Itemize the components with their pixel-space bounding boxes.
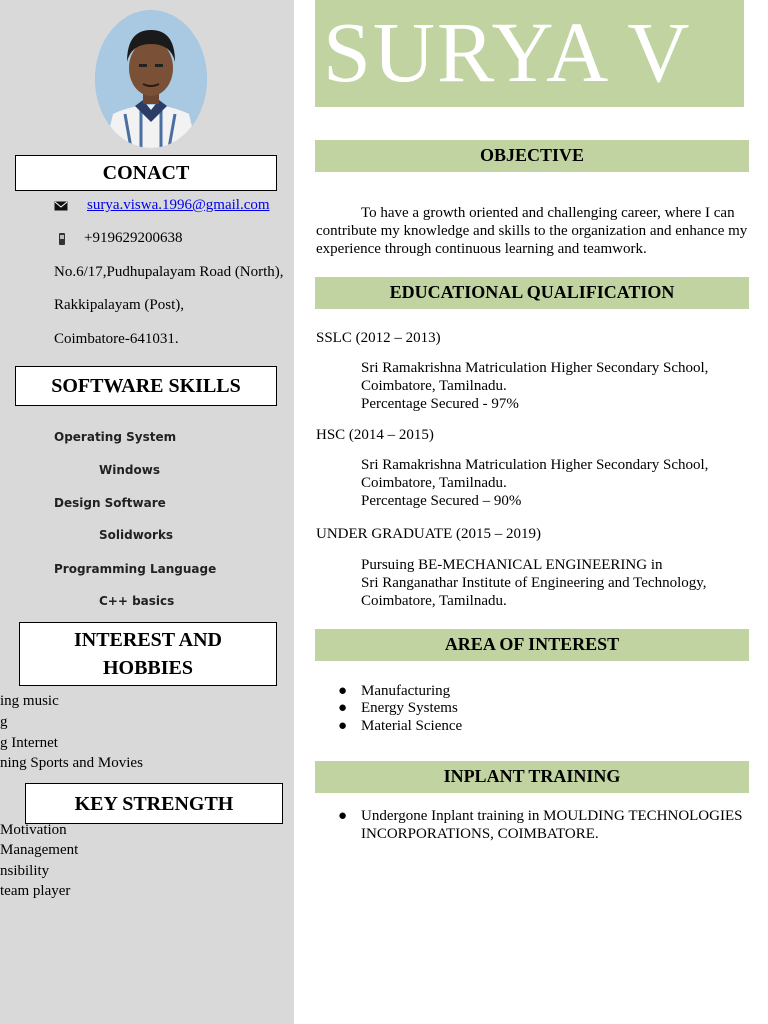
hobby-item: g: [0, 714, 8, 730]
education-title-ug: UNDER GRADUATE (2015 – 2019): [316, 526, 541, 542]
skill-category-os: Operating System: [54, 430, 177, 444]
hobby-item: ning Sports and Movies: [0, 755, 143, 771]
skill-category-programming: Programming Language: [54, 562, 217, 576]
sidebar: [0, 0, 294, 1024]
bullet-icon: ●: [338, 718, 348, 734]
education-title-sslc: SSLC (2012 – 2013): [316, 330, 441, 346]
strength-item: nsibility: [0, 863, 50, 879]
strength-item: Management: [0, 842, 79, 858]
address-line-1: No.6/17,Pudhupalayam Road (North),: [54, 264, 284, 280]
area-of-interest-heading: AREA OF INTEREST: [315, 629, 749, 661]
envelope-icon: [54, 199, 68, 217]
strength-item: Motivation: [0, 822, 67, 838]
interest-hobbies-heading: INTEREST AND HOBBIES: [19, 622, 277, 686]
address-line-3: Coimbatore-641031.: [54, 331, 179, 347]
skill-value-design: Solidworks: [99, 528, 174, 542]
education-heading: EDUCATIONAL QUALIFICATION: [315, 277, 749, 309]
education-line: Pursuing BE-MECHANICAL ENGINEERING in: [361, 557, 663, 573]
bullet-icon: ●: [338, 700, 348, 716]
bullet-icon: ●: [338, 808, 348, 824]
education-line: Coimbatore, Tamilnadu.: [361, 593, 507, 609]
education-line: Sri Ramakrishna Matriculation Higher Secondary School,: [361, 457, 709, 473]
education-line: Sri Ranganathar Institute of Engineering and Technology,: [361, 575, 707, 591]
objective-text: To have a growth oriented and challenging career, where I can contribute my knowledge and skills to the organization and enhance my experience through continuous learning and teamwork.: [316, 205, 748, 257]
email-link[interactable]: surya.viswa.1996@gmail.com: [87, 197, 270, 213]
contact-heading: CONACT: [15, 155, 277, 191]
key-strength-heading: KEY STRENGTH: [25, 783, 283, 824]
objective-heading: OBJECTIVE: [315, 140, 749, 172]
address-line-2: Rakkipalayam (Post),: [54, 297, 184, 313]
candidate-name: SURYA V: [323, 4, 692, 100]
education-title-hsc: HSC (2014 – 2015): [316, 427, 434, 443]
mobile-phone-icon: [58, 232, 66, 251]
education-line: Coimbatore, Tamilnadu.: [361, 378, 507, 394]
education-line: Coimbatore, Tamilnadu.: [361, 475, 507, 491]
phone-number: +919629200638: [84, 230, 183, 246]
training-line-2: INCORPORATIONS, COIMBATORE.: [361, 826, 599, 842]
profile-photo: [95, 10, 207, 148]
skill-value-programming: C++ basics: [99, 594, 175, 608]
skill-category-design: Design Software: [54, 496, 166, 510]
hobby-item: ing music: [0, 693, 59, 709]
education-line: Percentage Secured - 97%: [361, 396, 519, 412]
education-line: Percentage Secured – 90%: [361, 493, 522, 509]
skill-value-os: Windows: [99, 463, 160, 477]
education-line: Sri Ramakrishna Matriculation Higher Secondary School,: [361, 360, 709, 376]
inplant-training-heading: INPLANT TRAINING: [315, 761, 749, 793]
software-skills-heading: SOFTWARE SKILLS: [15, 366, 277, 406]
hobby-item: g Internet: [0, 735, 58, 751]
strength-item: team player: [0, 883, 71, 899]
bullet-icon: ●: [338, 683, 348, 699]
email-line: [87, 197, 270, 214]
